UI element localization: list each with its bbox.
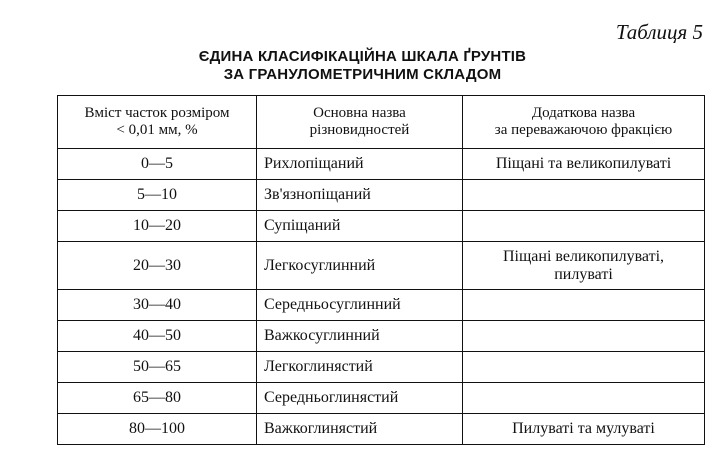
cell-main-name: Важкосуглинний — [257, 321, 463, 352]
title-line-2: ЗА ГРАНУЛОМЕТРИЧНИМ СКЛАДОМ — [223, 66, 502, 83]
header-extra — [463, 96, 705, 149]
table-row — [58, 414, 705, 445]
cell-range: 0—5 — [58, 149, 257, 180]
cell-range: 80—100 — [58, 414, 257, 445]
header-range — [58, 96, 257, 149]
header-main — [257, 96, 463, 149]
table-number: Таблиця 5 — [615, 20, 703, 44]
table-row — [58, 211, 705, 242]
table-body — [58, 149, 705, 445]
cell-main-name: Середньоглинястий — [257, 383, 463, 414]
table-row — [58, 242, 705, 290]
cell-main-name: Важкоглинястий — [257, 414, 463, 445]
header-main-line-1: Основна назва — [313, 105, 406, 121]
cell-extra-name — [463, 414, 705, 445]
cell-range: 5—10 — [58, 180, 257, 211]
cell-range: 20—30 — [58, 242, 257, 290]
cell-main-name: Супіщаний — [257, 211, 463, 242]
table-row — [58, 290, 705, 321]
cell-range: 65—80 — [58, 383, 257, 414]
header-extra-line-1: Додаткова назва — [531, 105, 636, 121]
cell-extra-name — [463, 242, 705, 290]
table-title — [0, 48, 725, 84]
header-range-line-2: < 0,01 мм, % — [116, 122, 198, 138]
table-row — [58, 352, 705, 383]
cell-range: 30—40 — [58, 290, 257, 321]
cell-extra-name — [463, 321, 705, 352]
header-extra-line-2: за переважаючою фракцією — [494, 122, 673, 138]
header-range-line-1: Вміст часток розміром — [84, 105, 230, 121]
table-row — [58, 321, 705, 352]
cell-range: 40—50 — [58, 321, 257, 352]
cell-extra-line: пилуваті — [554, 265, 613, 283]
cell-extra-line: Піщані та великопилуваті — [495, 155, 672, 172]
table-row — [58, 383, 705, 414]
title-line-1: ЄДИНА КЛАСИФІКАЦІЙНА ШКАЛА ҐРУНТІВ — [198, 48, 527, 65]
cell-extra-line: Піщані великопилуваті, — [502, 247, 665, 265]
cell-range: 10—20 — [58, 211, 257, 242]
cell-extra-line: Пилуваті та мулуваті — [512, 420, 655, 437]
cell-extra-name — [463, 180, 705, 211]
cell-extra-name — [463, 352, 705, 383]
cell-main-name: Середньосуглинний — [257, 290, 463, 321]
cell-extra-name — [463, 211, 705, 242]
header-row — [58, 96, 705, 149]
table-row — [58, 180, 705, 211]
cell-main-name: Зв'язнопіщаний — [257, 180, 463, 211]
cell-extra-name — [463, 149, 705, 180]
cell-extra-name — [463, 290, 705, 321]
cell-main-name: Легкоглинястий — [257, 352, 463, 383]
cell-range: 50—65 — [58, 352, 257, 383]
header-main-line-2: різновидностей — [309, 122, 410, 138]
table-row — [58, 149, 705, 180]
cell-main-name: Легкосуглинний — [257, 242, 463, 290]
cell-extra-name — [463, 383, 705, 414]
soil-classification-table — [57, 95, 705, 445]
cell-main-name: Рихлопіщаний — [257, 149, 463, 180]
